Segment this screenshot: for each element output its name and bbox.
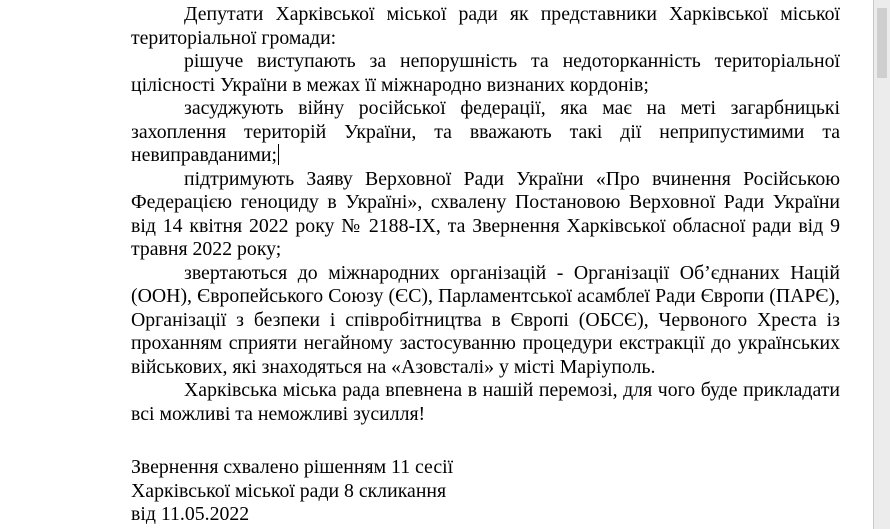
item-condemn-war-text[interactable]: засуджують війну російської федерації, яка має на меті загарбницькі захоплення територій України, та вважають такі дії неприпустимими та невиправданими; [131,97,840,166]
scrollbar-thumb[interactable] [877,8,887,78]
intro-paragraph[interactable]: Депутати Харківської міської ради як представники Харківської міської територіальної громади: [131,3,840,49]
text-cursor [278,144,279,165]
vertical-scrollbar[interactable] [874,0,890,529]
approval-note[interactable] [131,456,453,527]
item-territorial-integrity[interactable]: рішуче виступають за непорушність та недоторканність територіальної цілісності України в межах її міжнародно визнаних кордонів; [131,50,840,96]
closing-paragraph[interactable]: Харківська міська рада впевнена в нашій перемозі, для чого буде прикладати всі можливі та неможливі зусилля! [131,379,840,425]
approval-line-2[interactable]: Харківської міської ради 8 скликання [131,479,447,502]
approval-line-1[interactable]: Звернення схвалено рішенням 11 сесії [131,456,454,478]
approval-line-3[interactable]: від 11.05.2022 [131,503,250,525]
document-body[interactable] [131,3,840,426]
item-condemn-war[interactable] [131,97,840,168]
item-appeal-organizations[interactable]: звертаються до міжнародних організацій - Організації Об’єднаних Націй (ООН), Європейського Союзу (ЄС), Парламентської асамблеї Ради Європи (ПАРЄ), Організації з безпеки і співробітництва в Європі (ОБСЄ), Червоного Хреста із проханням сприяти негайному застосуванню процедури екстракції до українських військових, які знаходяться на «Азовсталі» у місті Маріуполь. [131,261,840,378]
item-support-statement[interactable]: підтримують Заяву Верховної Ради України «Про вчинення Російською Федерацією геноциду в Україні», схвалену Постановою Верховної Ради України від 14 квітня 2022 року № 2188-IX, та Звернення Харківської обласної ради від 9 травня 2022 року; [131,167,840,260]
